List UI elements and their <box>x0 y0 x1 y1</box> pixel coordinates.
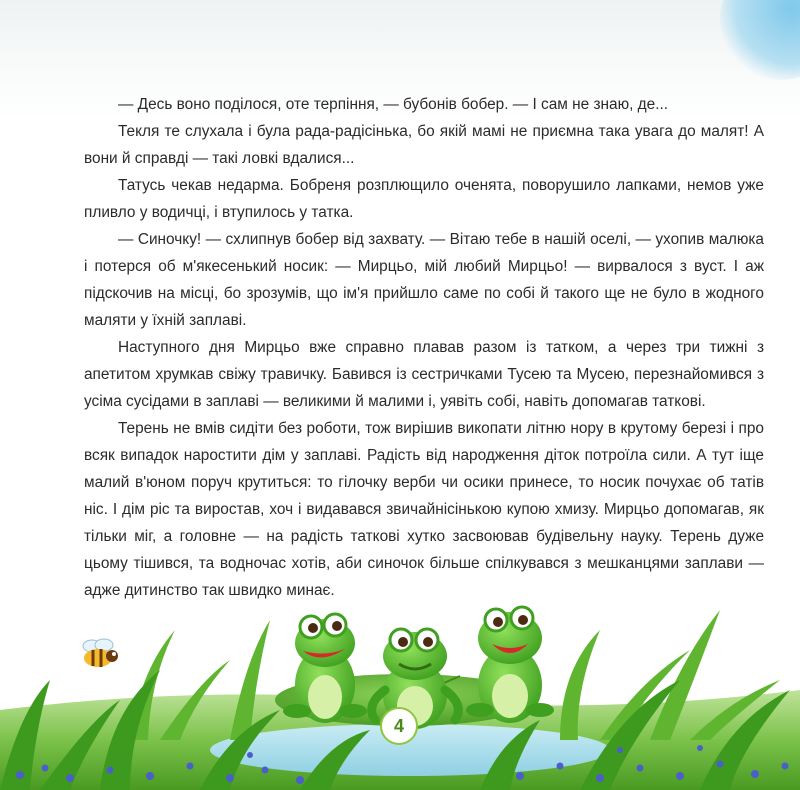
paragraph-5: Наступного дня Мирцьо вже справно плавав разом із татком, а через три тижні з апетитом хрумкав свіжу травичку. Бавився із сестричками Тусею та Мусею, перезнайомився з усіма сусідами в заплаві — великими й малими і, уявіть собі, навіть допомагав таткові. <box>84 339 764 410</box>
paragraph-3: Татусь чекав недарма. Бобреня розплющило оченята, поворушило лапками, немов уже пливло у водичці, і втупилось у татка. <box>84 177 764 221</box>
paragraph-2: Текля те слухала і була рада-радісінька, бо якій мамі не приємна така увага до малят! А вони й справді — такі ловкі вдалися... <box>84 123 764 167</box>
frog-icon <box>283 614 367 723</box>
page-number: 4 <box>380 707 418 745</box>
paragraph-6: Терень не вмів сидіти без роботи, тож вирішив викопати літню нору в крутому березі і про всяк випадок наростити дім у заплаві. Радість від народження діток потроїла сили. А тут іще малий в'юном поруч крутиться: то гілочку верби чи осики принесе, то носик почухає об татів ніс. І дім ріс та виростав, хоч і видавався звичайнісінькою купою хмизу. Мирцьо допомагав, як тільки міг, а головне — на радість таткові хутко засвоював будівельну науку. Терень дуже цьому тішився, та водночас хотів, аби синочок більше спілкувався з мешканцями заплави — адже дитинство так швидко минає. <box>84 420 764 599</box>
frog-icon <box>466 607 554 723</box>
paragraph-4: — Синочку! — схлипнув бобер від захвату. — Вітаю тебе в нашій оселі, — ухопив малюка і потерся об м'якесенький носик: — Мирцьо, мій любий Мирцьо! — вирвалося з вуст. І аж підскочив на місці, бо зрозумів, що ім'я прийшло саме по собі й такого ще не було в жодного маляти у їхній заплаві. <box>84 231 764 329</box>
paragraph-1: — Десь воно поділося, оте терпіння, — бубонів бобер. — І сам не знаю, де... <box>118 96 669 113</box>
pond-illustration <box>0 590 800 790</box>
bee-icon <box>83 639 118 667</box>
story-text <box>84 91 764 604</box>
